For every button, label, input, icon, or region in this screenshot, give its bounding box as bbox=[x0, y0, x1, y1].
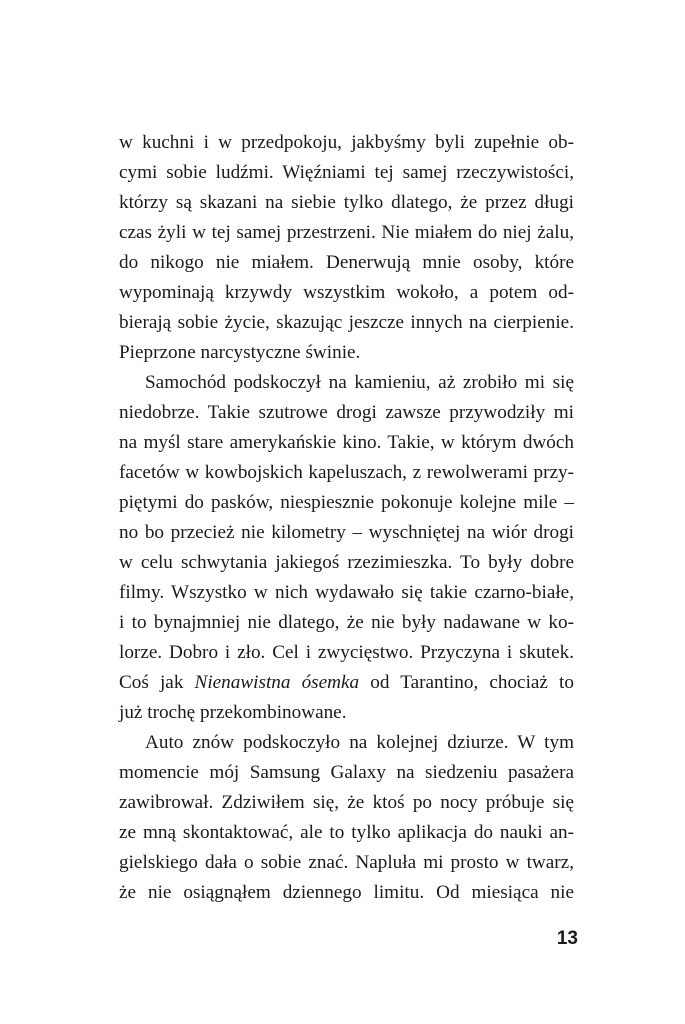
text-line: którzy są skazani na siebie tylko dlatego, że przez długi bbox=[119, 192, 574, 213]
text-line: lorze. Dobro i zło. Cel i zwycięstwo. Przyczyna i skutek. bbox=[119, 642, 574, 663]
text-line: cymi sobie ludźmi. Więźniami tej samej rzeczywistości, bbox=[119, 162, 574, 183]
text-line: i to bynajmniej nie dlatego, że nie były nadawane w ko- bbox=[119, 612, 574, 633]
text-line: piętymi do pasków, niespiesznie pokonuje kolejne mile – bbox=[119, 492, 574, 513]
text-line: niedobrze. Takie szutrowe drogi zawsze przywodziły mi bbox=[119, 402, 574, 423]
body-text bbox=[119, 128, 574, 908]
text-segment: od Tarantino, chociaż to bbox=[359, 672, 574, 693]
text-line: na myśl stare amerykańskie kino. Takie, w którym dwóch bbox=[119, 432, 574, 453]
text-line: zawibrował. Zdziwiłem się, że ktoś po nocy próbuje się bbox=[119, 792, 574, 813]
text-line: filmy. Wszystko w nich wydawało się takie czarno-białe, bbox=[119, 582, 574, 603]
text-segment: Coś jak bbox=[119, 672, 195, 693]
text-line: że nie osiągnąłem dziennego limitu. Od miesiąca nie bbox=[119, 882, 574, 903]
film-title: Nienawistna ósemka bbox=[194, 672, 360, 693]
text-line: do nikogo nie miałem. Denerwują mnie osoby, które bbox=[119, 252, 574, 273]
text-line: Pieprzone narcystyczne świnie. bbox=[119, 342, 361, 363]
page-number: 13 bbox=[556, 928, 578, 949]
text-line: facetów w kowbojskich kapeluszach, z rewolwerami przy- bbox=[119, 462, 574, 483]
text-line: w celu schwytania jakiegoś rzezimieszka. To były dobre bbox=[119, 552, 574, 573]
text-line: Auto znów podskoczyło na kolejnej dziurze. W tym bbox=[145, 732, 574, 753]
text-line: ze mną skontaktować, ale to tylko aplikacja do nauki an- bbox=[119, 822, 574, 843]
text-line: wypominają krzywdy wszystkim wokoło, a potem od- bbox=[119, 282, 574, 303]
text-line: Samochód podskoczył na kamieniu, aż zrobiło mi się bbox=[145, 372, 574, 393]
text-line: czas żyli w tej samej przestrzeni. Nie miałem do niej żalu, bbox=[119, 222, 574, 243]
text-line: momencie mój Samsung Galaxy na siedzeniu pasażera bbox=[119, 762, 574, 783]
text-line: gielskiego dała o sobie znać. Napluła mi prosto w twarz, bbox=[119, 852, 574, 873]
text-line: bierają sobie życie, skazując jeszcze innych na cierpienie. bbox=[119, 312, 574, 333]
text-line: już trochę przekombinowane. bbox=[119, 702, 347, 723]
text-line-with-title bbox=[119, 668, 574, 698]
text-line: no bo przecież nie kilometry – wyschniętej na wiór drogi bbox=[119, 522, 574, 543]
text-line: w kuchni i w przedpokoju, jakbyśmy byli zupełnie ob- bbox=[119, 132, 574, 153]
